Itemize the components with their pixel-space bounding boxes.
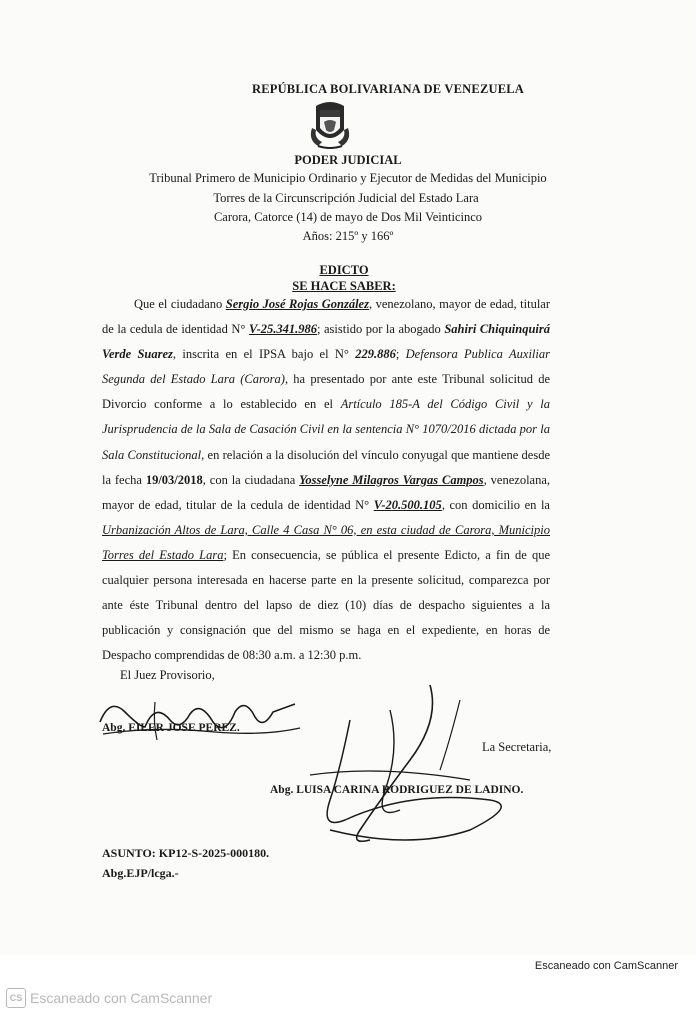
body-text: ; asistido por la abogado — [317, 322, 445, 337]
secretary-name: Abg. LUISA CARINA RODRIGUEZ DE LADINO. — [270, 784, 524, 796]
petitioner-name: Sergio José Rojas González — [225, 297, 369, 311]
body-text: , con la ciudadana — [202, 472, 300, 487]
body-text: , venezolano, mayor de edad, titular de la cedula de identidad N° — [102, 297, 551, 337]
case-number: ASUNTO: KP12-S-2025-000180. — [102, 846, 270, 860]
spouse-id: V-20.500.105 — [373, 497, 442, 512]
body-text: Que el ciudadano — [134, 297, 226, 311]
judge-signature — [95, 692, 305, 747]
coat-of-arms-icon — [308, 100, 352, 150]
lawyer-name: Sahiri Chiquinquirá Verde Suarez — [102, 322, 550, 362]
edict-title: EDICTO — [319, 263, 369, 277]
address: Urbanización Altos de Lara, Calle 4 Casa N° 06, en esta ciudad de Carora, Municipio Torres del Estado Lara — [102, 522, 550, 562]
republic-heading: REPÚBLICA BOLIVARIANA DE VENEZUELA — [251, 82, 525, 96]
body-text: , en relación a la disolución del vínculo conyugal que mantiene desde la fecha — [102, 447, 550, 487]
judicial-power-heading: PODER JUDICIAL — [294, 153, 402, 167]
judge-title: El Juez Provisorio, — [120, 668, 215, 682]
lawyer-role: Defensora Publica Auxiliar Segunda del Estado Lara (Carora) — [102, 347, 550, 387]
body-text: , venezolana, mayor de edad, titular de la cedula de identidad N° — [102, 472, 551, 512]
scanner-watermark: Escaneado con CamScanner — [30, 990, 213, 1006]
edict-body — [102, 292, 550, 668]
judge-name: Abg. EILER JOSE PEREZ. — [102, 722, 240, 734]
body-text: , ha presentado por ante este Tribunal solicitud de Divorcio conforme a lo establecido en el — [102, 372, 550, 412]
court-name-line2: Torres de la Circunscripción Judicial del Estado Lara — [213, 191, 479, 205]
camscanner-logo-icon: CS — [6, 988, 26, 1008]
marriage-date: 19/03/2018 — [145, 472, 203, 487]
scanner-note: Escaneado con CamScanner — [534, 960, 678, 972]
spouse-name: Yosselyne Milagros Vargas Campos — [299, 472, 484, 487]
petitioner-id: V-25.341.986 — [248, 322, 317, 337]
body-text: , con domicilio en la — [441, 497, 550, 512]
edict-paragraph — [102, 292, 550, 668]
body-text: ; En consecuencia, se pública el presente Edicto, a fin de que cualquier persona interesada en hacerse parte en la presente solicitud, comparezca por ante éste Tribunal dentro del lapso de diez (10) días de despacho siguientes a la publicación y consignación que del mismo se haga en el expediente, en horas de Despacho comprendidas de 08:30 a.m. a 12:30 p.m. — [102, 547, 551, 663]
secretary-title: La Secretaria, — [482, 740, 552, 754]
initials-reference: Abg.EJP/lcga.- — [102, 866, 179, 880]
court-name-line1: Tribunal Primero de Municipio Ordinario y Ejecutor de Medidas del Municipio — [149, 171, 547, 185]
ipsa-number: 229.886 — [355, 347, 396, 362]
date-line: Carora, Catorce (14) de mayo de Dos Mil Veinticinco — [213, 210, 483, 224]
years-line: Años: 215º y 166º — [302, 229, 394, 243]
body-text: ; — [395, 347, 406, 362]
secretary-signature — [290, 680, 530, 850]
notice-title: SE HACE SABER: — [292, 279, 396, 293]
body-text: , inscrita en el IPSA bajo el N° — [172, 347, 356, 362]
legal-basis: Artículo 185-A del Código Civil y la Jurisprudencia de la Sala de Casación Civil en la sentencia N° 1070/2016 dictada por la Sala Constitucional — [102, 397, 550, 462]
